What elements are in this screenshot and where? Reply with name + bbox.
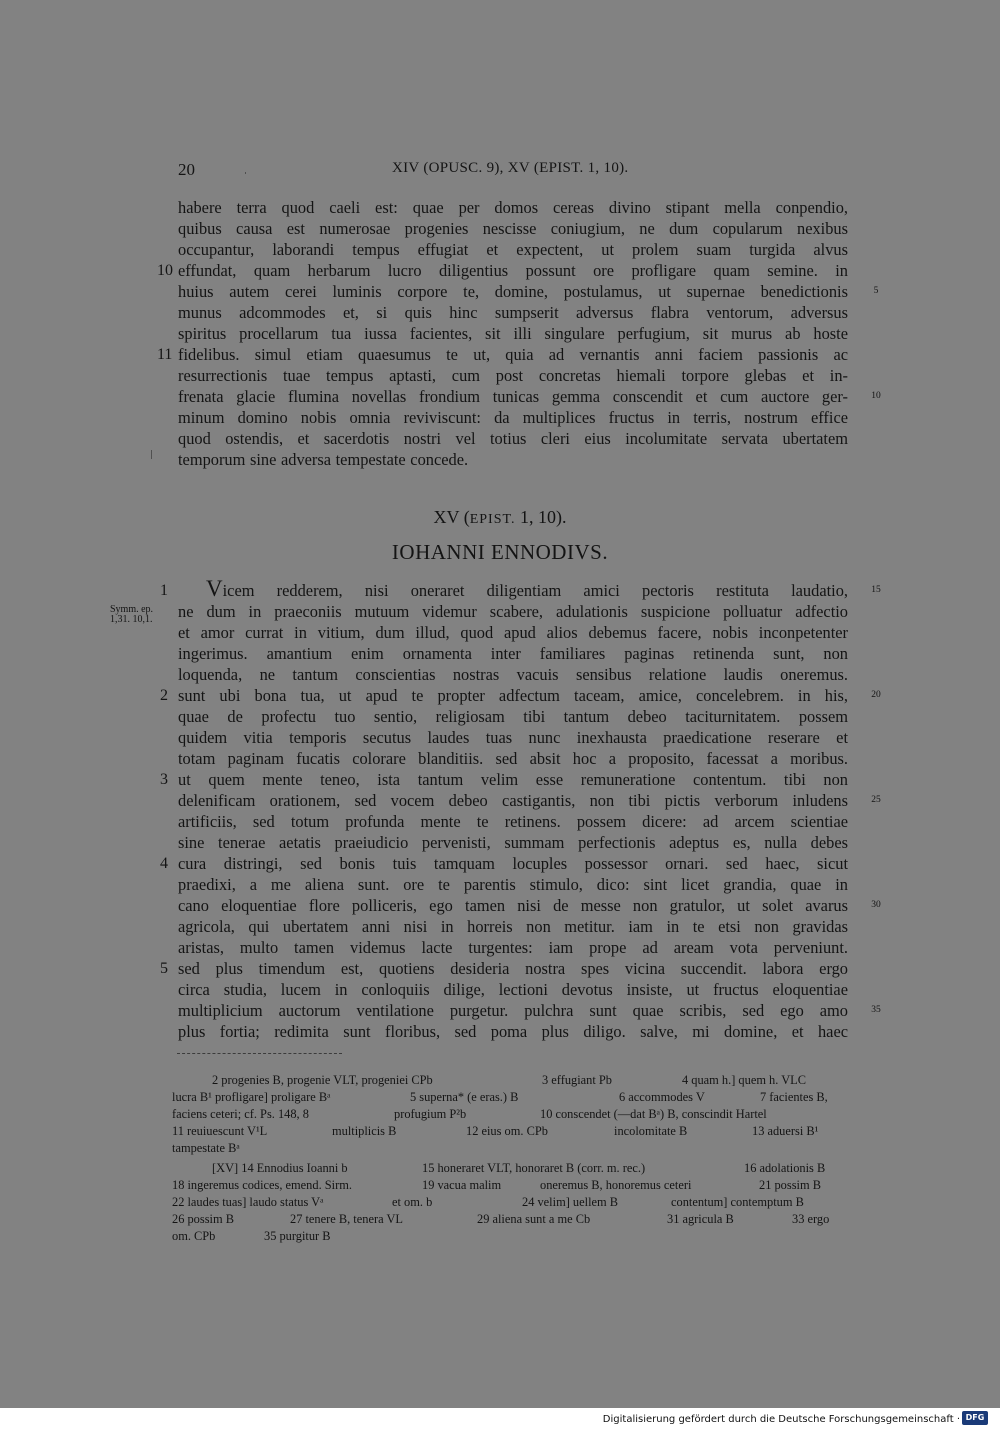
text-line: sine tenerae aetatis praeiudicio pervenisti, summam perfectionis adeptus es, nulla debes [178,833,848,852]
line-number: 10 [871,391,881,401]
footnote-entry: 12 eius om. CPb [466,1124,548,1138]
line-number: 25 [871,795,881,805]
footnote-entry: tampestate Bᵃ [172,1141,240,1155]
text-line: effundat, quam herbarum lucro diligentius possunt ore profligare quam semine. in [178,261,848,280]
text-line: quidem vitia temporis secutus laudes tuas nunc inexhausta praedicatione reserare et [178,728,848,747]
text-line [178,576,848,601]
footnote-entry: 22 laudes tuas] laudo status Vᵃ [172,1195,324,1209]
text-line: sed plus timendum est, quotiens desideria nostra spes vicina succendit. labora ergo [178,959,848,978]
footnote-entry: 24 velim] uellem B [522,1195,619,1209]
footnote-entry: 3 effugiant Pb [542,1073,612,1087]
footnote-entry: 29 aliena sunt a me Cb [477,1212,591,1226]
text-line: cura distringi, sed bonis tuis tamquam locuples possessor ornari. sed haec, sicut [178,854,848,873]
text-line: munus adcommodes et, si quis hinc sumpserit adversus flabra ventorum, adversus [178,303,848,322]
text-line: resurrectionis tuae tempus aptasti, cum post concretas hiemali torpore glebas et in- [178,366,848,385]
footnote-rule [177,1053,342,1054]
paragraph-number: 11 [157,346,173,363]
footnote-line [172,1194,844,1211]
footnote-entry: multiplicis B [332,1124,397,1138]
footnote-entry: 33 ergo [792,1212,830,1226]
footnote-entry: 13 aduersi B¹ [752,1124,819,1138]
footnote-entry: 15 honeraret VLT, honoraret B (corr. m. rec.) [422,1161,646,1175]
text-line: multiplicium auctorum ventilatione purgetur. pulchra sunt quae scribis, sed ego amo [178,1001,848,1020]
footnote-entry: oneremus B, honoremus ceteri [540,1178,692,1192]
section-heading: XV (EPIST. 1, 10). [433,507,567,527]
letter-title: IOHANNI ENNODIVS. [391,540,609,564]
text-line: artificiis, sed totum profunda mente te retinens. possem dicere: ad arcem scientiae [178,812,848,831]
line-number: 20 [871,690,881,700]
dfg-logo[interactable]: DFG [962,1411,988,1425]
paragraph-number: 1 [160,582,168,599]
line-text: icem redderem, nisi oneraret diligentiam amici pectoris restituta laudatio, [222,581,848,600]
text-line: aristas, multo tamen videmus lacte turgentes: iam prope ad aream vota perveniunt. [178,938,848,957]
footnote-line [172,1228,844,1245]
text-line: delenificam orationem, sed vocem debeo castigantis, non tibi pictis verborum inludens [178,791,848,810]
footnote-entry: 18 ingeremus codices, emend. Sirm. [172,1178,352,1192]
footnote-entry: 7 facientes B, [760,1090,828,1104]
footnote-line [172,1089,844,1106]
line-number: 5 [873,286,879,296]
scan-mark [151,450,152,459]
footnote-line [172,1106,844,1123]
text-line: ut quem mente teneo, ista tantum velim esse remuneratione contentum. tibi non [178,770,848,789]
footnote-entry: contentum] contemptum B [671,1195,804,1209]
footnote-line [172,1072,844,1089]
side-note-line: 1,31. 10,1. [110,614,153,625]
side-note-line: Symm. ep. [110,604,154,615]
footnote-entry: 10 conscendet (—dat Bᵃ) B, conscindit Hartel [540,1107,767,1121]
page-number: 20 [178,160,195,179]
text-line: temporum sine adversa tempestate concede. [178,450,469,469]
footnote-entry: 35 purgitur B [264,1229,331,1243]
text-line: fidelibus. simul etiam quaesumus te ut, quia ad vernantis anni faciem passionis ac [178,345,848,364]
footnote-entry: om. CPb [172,1229,216,1243]
text-line: quae de profectu tuo sentio, religiosam tibi tantum debeo taciturnitatem. possem [178,707,848,726]
line-number: 35 [871,1005,881,1015]
text-line: et amor currat in vitium, dum illud, quod apud alios debemus facere, nobis inconpetenter [178,623,848,642]
footnote-line [172,1211,844,1228]
scan-mark [245,172,246,174]
footnote-entry: 2 progenies B, progenie VLT, progeniei CPb [212,1073,433,1087]
footnote-line [172,1140,844,1157]
text-line: sunt ubi bona tua, ut apud te propter adfectum taceam, amice, concelebrem. in his, [178,686,848,705]
section-ref: EPIST. [469,512,516,527]
paragraph-number: 3 [160,771,168,788]
text-line: huius autem cerei luminis corpore te, domine, postulamus, ut supernae benedictionis [178,282,848,301]
initial-letter: V [206,576,223,601]
text-line: plus fortia; redimita sunt floribus, sed poma plus diligo. salve, mi domine, et haec [178,1022,848,1041]
footnote-entry: 16 adolationis B [744,1161,826,1175]
paragraph-number: 4 [160,855,168,872]
footnote-entry: 27 tenere B, tenera VL [290,1212,403,1226]
text-line: minum domino nobis omnia reviviscunt: da multiplices fructus in terris, nostrum effice [178,408,848,427]
running-title: XIV (OPUSC. 9), XV (EPIST. 1, 10). [392,160,629,176]
footnote-line [172,1123,844,1140]
footnote-entry: 6 accommodes V [619,1090,705,1104]
text-line: agricola, qui ubertatem anni nisi in horreis non metitur. iam in te etsi non gravidas [178,917,848,936]
section-numeral: XV [433,507,460,527]
footnote-entry: 4 quam h.] quem h. VLC [682,1073,807,1087]
footnote-entry: profugium P²b [394,1107,467,1121]
footnote-entry: 21 possim B [759,1178,821,1192]
paragraph-number: 5 [160,960,168,977]
digitization-credit: Digitalisierung gefördert durch die Deutsche Forschungsgemeinschaft · [602,1414,960,1425]
footnote-entry: 31 agricula B [667,1212,734,1226]
text-line: praedixi, a me aliena sunt. ore te parentis stimulo, dico: sint licet grandia, quae in [178,875,848,894]
footnote-entry: 5 superna* (e eras.) B [410,1090,519,1104]
text-line: occupantur, laborandi tempus effugiat et expectent, ut prolem suam turgida alvus [178,240,848,259]
text-line: quod ostendis, et sacerdotis nostri vel totius cleri eius incolumitate servata ubertatem [178,429,848,448]
footnote-entry: lucra B¹ profligare] proligare Bᵃ [172,1090,331,1104]
text-line: cano eloquentiae flore polliceris, ego tamen nisi de messe non gratulor, ut solet avarus [178,896,848,915]
paragraph-number: 10 [157,262,173,279]
text-line: loquenda, ne tantum conscientias nostras vacuis sensibus relatione laudis oneremus. [178,665,848,684]
line-number: 30 [871,900,881,910]
footnote-entry: et om. b [392,1195,433,1209]
text-line: habere terra quod caeli est: quae per domos cereas divino stipant mella conpendio, [178,198,848,217]
footnote-entry: 26 possim B [172,1212,234,1226]
footnote-entry: incolomitate B [614,1124,688,1138]
text-line: circa studia, lucem in conloquiis dilige, lectioni devotus insiste, ut fructus eloquentiae [178,980,848,999]
footnote-entry: [XV] 14 Ennodius Ioanni b [212,1161,348,1175]
text-line: ne dum in praeconiis mutuum videmur scabere, adulationis suspicione polluatur adfectio [178,602,848,621]
footnote-line [172,1160,844,1177]
footnote-entry: 19 vacua malim [422,1178,502,1192]
line-number: 15 [871,585,881,595]
footnote-entry: 11 reuiuescunt V¹L [172,1124,268,1138]
footnote-line [172,1177,844,1194]
paragraph-number: 2 [160,687,168,704]
text-line: spiritus procellarum tua iussa facientes, sit illi singulare perfugium, sit murus ab hoste [178,324,848,343]
text-line: frenata glacie flumina novellas frondium tunicas gemma conscendit et cum auctore ger- [178,387,848,406]
footnote-entry: faciens ceteri; cf. Ps. 148, 8 [172,1107,309,1121]
text-line: ingerimus. amantium enim ornamenta inter familiares paginas retinenda sunt, non [178,644,848,663]
text-line: quibus causa est numerosae progenies nescisse coniugium, ne dum copularum nexibus [178,219,848,238]
text-line: totam paginam fucatis colorare blanditiis. sed absit hoc a proposito, facessat a moribus. [178,749,848,768]
